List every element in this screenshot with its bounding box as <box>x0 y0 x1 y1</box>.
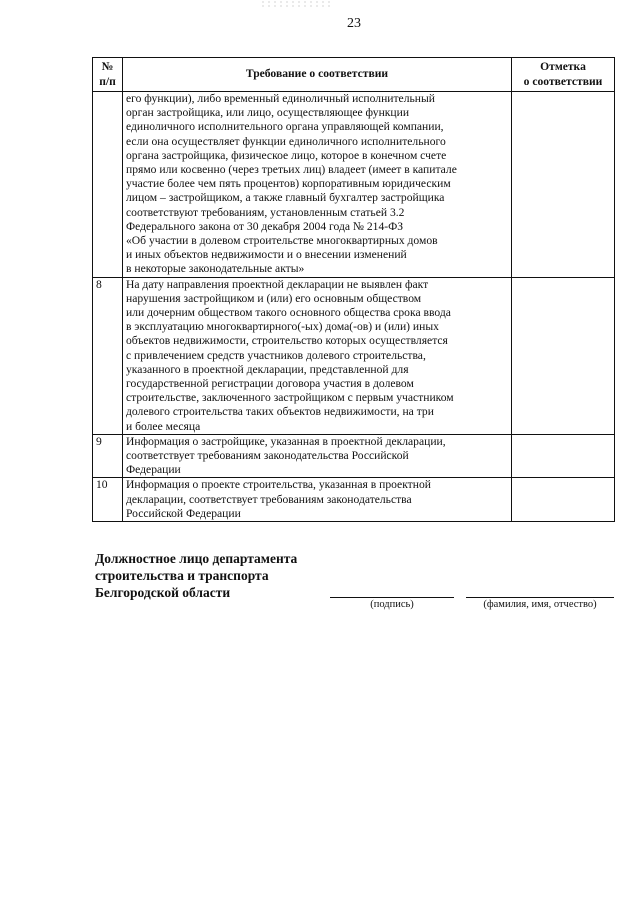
row-mark-cell <box>512 92 615 278</box>
row-number <box>93 92 123 278</box>
row-requirement-text: Информация о застройщике, указанная в проектной декларации, соответствует требованиям законодательства Российской Федерации <box>123 434 512 478</box>
row-number: 8 <box>93 277 123 434</box>
signature-caption: (подпись) <box>370 599 414 610</box>
page-number: 23 <box>347 16 361 31</box>
table-row <box>93 277 615 434</box>
table-row <box>93 434 615 478</box>
header-mark: Отметка о соответствии <box>512 58 615 92</box>
row-mark-cell <box>512 478 615 522</box>
header-number: № п/п <box>93 58 123 92</box>
name-caption: (фамилия, имя, отчество) <box>483 599 597 610</box>
row-number: 9 <box>93 434 123 478</box>
name-line <box>466 597 614 598</box>
header-requirement: Требование о соответствии <box>123 58 512 92</box>
table-row <box>93 478 615 522</box>
official-title: Должностное лицо департамента строительства и транспорта Белгородской области <box>95 551 298 600</box>
row-number: 10 <box>93 478 123 522</box>
row-requirement-text: На дату направления проектной декларации не выявлен факт нарушения застройщиком и (или) его основным обществом или дочерним обществом такого основного общества срока ввода в эксплуатацию многоквартирного(-ых) дома(-ов) и (или) иных объектов недвижимости, строительство которых осуществляется с привлечением средств участников долевого строительства, указанного в проектной декларации, представленной для государственной регистрации договора участия в долевом строительстве, заключенного застройщиком с первым участником долевого строительства таких объектов недвижимости, на три и более месяца <box>123 277 512 434</box>
row-requirement-text: его функции), либо временный единоличный исполнительный орган застройщика, или лицо, осуществляющее функции единоличного исполнительного органа управляющей компании, если она осуществляет функции единоличного исполнительного органа застройщика, физическое лицо, которое в конечном счете прямо или косвенно (через третьих лиц) владеет (имеет в капитале участие более чем пять процентов) корпоративным юридическим лицом – застройщиком, а также главный бухгалтер застройщика соответствуют требованиям, установленным статьей 3.2 Федерального закона от 30 декабря 2004 года № 214-ФЗ «Об участии в долевом строительстве многоквартирных домов и иных объектов недвижимости и о внесении изменений в некоторые законодательные акты» <box>123 92 512 278</box>
row-requirement-text: Информация о проекте строительства, указанная в проектной декларации, соответствует требованиям законодательства Российской Федерации <box>123 478 512 522</box>
requirements-table <box>92 57 615 522</box>
scan-noise-mark <box>260 0 330 8</box>
table-header-row <box>93 58 615 92</box>
signature-line <box>330 597 454 598</box>
row-mark-cell <box>512 277 615 434</box>
row-mark-cell <box>512 434 615 478</box>
table-row <box>93 92 615 278</box>
